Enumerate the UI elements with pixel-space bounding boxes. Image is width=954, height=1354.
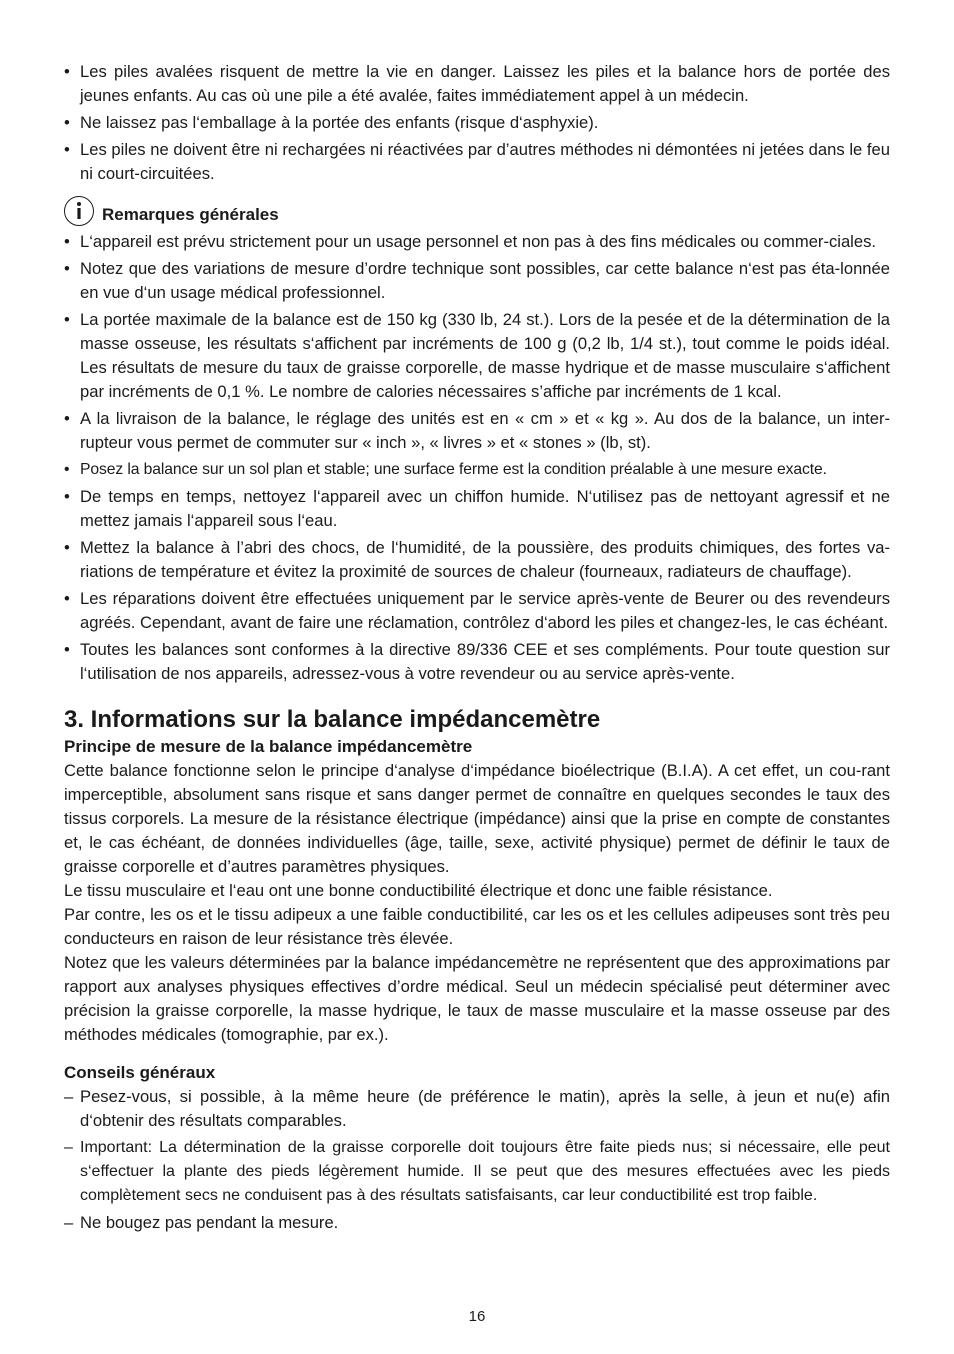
body-paragraph: Le tissu musculaire et l‘eau ont une bonne conductibilité électrique et donc une faible résistance. <box>64 881 773 900</box>
list-item: • De temps en temps, nettoyez l‘appareil avec un chiffon humide. N‘utilisez pas de nettoyant agressif et ne mettez jamais l‘appareil sous l‘eau. <box>64 485 890 533</box>
body-paragraph: Par contre, les os et le tissu adipeux a une faible conductibilité, car les os et les cellules adipeuses sont très peu conducteurs en raison de leur résistance très élevée. <box>64 905 890 948</box>
principle-title: Principe de mesure de la balance impédancemètre <box>64 737 473 756</box>
list-item: • A la livraison de la balance, le réglage des unités est en « cm » et « kg ». Au dos de la balance, un inter-rupteur vous permet de commuter sur « inch », « livres » et « stones » (lb, st). <box>64 407 890 455</box>
page-content <box>64 60 890 1238</box>
list-item: • La portée maximale de la balance est de 150 kg (330 lb, 24 st.). Lors de la pesée et de la détermination de la masse osseuse, les résultats s‘affichent par incréments de 100 g (0,2 lb, 1/4 st.), tout comme le poids idéal. Les résultats de mesure du taux de graisse corporelle, de masse hydrique et de masse musculaire s‘affichent par incréments de 0,1 %. Le nombre de calories nécessaires s’affiche par incréments de 1 kcal. <box>64 308 890 404</box>
remarks-title: Remarques générales <box>102 205 279 224</box>
body-paragraph: Cette balance fonctionne selon le principe d‘analyse d‘impédance bioélectrique (B.I.A). A cet effet, un cou-rant imperceptible, absolument sans risque et sans danger permet de connaître en quelques secondes le taux des tissus corporels. La mesure de la résistance électrique (impédance) ainsi que la prise en compte de constantes et, le cas échéant, de données individuelles (âge, taille, sexe, activité physique) permet de définir le taux de graisse corporelle et d’autres paramètres physiques. <box>64 761 890 876</box>
remarks-heading <box>64 203 890 227</box>
info-icon <box>64 196 94 226</box>
section-title: 3. Informations sur la balance impédancemètre <box>64 706 601 733</box>
list-item: • Ne laissez pas l‘emballage à la portée des enfants (risque d‘asphyxie). <box>64 111 890 135</box>
body-paragraph: Notez que les valeurs déterminées par la balance impédancemètre ne représentent que des approximations par rapport aux analyses physiques effectives d’ordre médical. Seul un médecin spécialisé peut déterminer avec précision la graisse corporelle, la masse hydrique, le taux de masse musculaire et la masse osseuse par des méthodes médicales (tomographie, par ex.). <box>64 953 890 1044</box>
list-item: – Important: La détermination de la graisse corporelle doit toujours être faite pieds nus; si nécessaire, elle peut s‘effectuer la plante des pieds légèrement humide. Il se peut que des mesures effectuées avec les pieds complètement secs ne conduisent pas à des résultats satisfaisants, car leur conductibilité est trop faible. <box>64 1136 890 1208</box>
list-item: – Pesez-vous, si possible, à la même heure (de préférence le matin), après la selle, à jeun et nu(e) afin d‘obtenir des résultats comparables. <box>64 1085 890 1133</box>
list-item: • Les piles ne doivent être ni rechargées ni réactivées par d’autres méthodes ni démontées ni jetées dans le feu ni court-circuitées. <box>64 138 890 186</box>
intro-bullet-list <box>64 60 890 186</box>
advice-list <box>64 1085 890 1235</box>
list-item: • Les réparations doivent être effectuées uniquement par le service après-vente de Beurer ou des revendeurs agréés. Cependant, avant de faire une réclamation, contrôlez d‘abord les piles et changez-les, le cas échéant. <box>64 587 890 635</box>
list-item: • Posez la balance sur un sol plan et stable; une surface ferme est la condition préalable à une mesure exacte. <box>64 458 890 482</box>
list-item: • Les piles avalées risquent de mettre la vie en danger. Laissez les piles et la balance hors de portée des jeunes enfants. Au cas où une pile a été avalée, faites immédiatement appel à un médecin. <box>64 60 890 108</box>
list-item: • Mettez la balance à l’abri des chocs, de l‘humidité, de la poussière, des produits chimiques, des fortes va-riations de température et évitez la proximité de sources de chaleur (fourneaux, radiateurs de chauffage). <box>64 536 890 584</box>
remarks-bullet-list <box>64 230 890 686</box>
list-item: • Toutes les balances sont conformes à la directive 89/336 CEE et ses compléments. Pour toute question sur l‘utilisation de nos appareils, adressez-vous à votre revendeur ou au service après-vente. <box>64 638 890 686</box>
list-item: • L‘appareil est prévu strictement pour un usage personnel et non pas à des fins médicales ou commer-ciales. <box>64 230 890 254</box>
advice-title: Conseils généraux <box>64 1063 216 1082</box>
page-number: 16 <box>468 1308 486 1325</box>
list-item: – Ne bougez pas pendant la mesure. <box>64 1211 890 1235</box>
list-item: • Notez que des variations de mesure d’ordre technique sont possibles, car cette balance n‘est pas éta-lonnée en vue d‘un usage médical professionnel. <box>64 257 890 305</box>
